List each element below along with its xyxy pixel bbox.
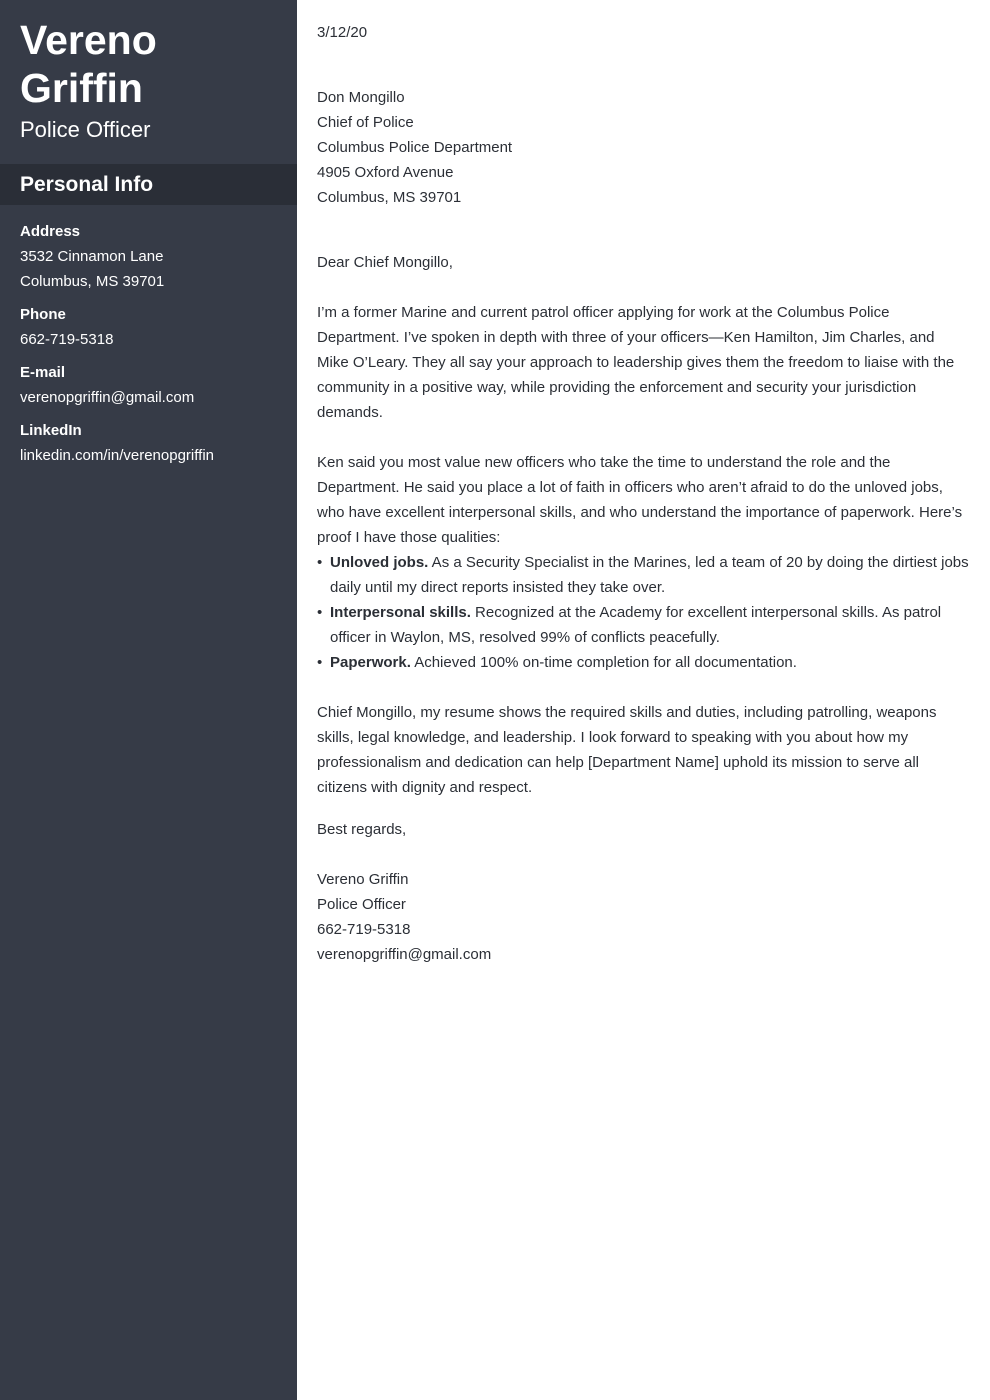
phone-value: 662-719-5318 — [20, 331, 114, 348]
recipient-block — [317, 85, 970, 210]
email-label: E-mail — [20, 364, 66, 381]
list-item — [317, 600, 970, 650]
list-item-title: Paperwork. — [330, 654, 411, 671]
recipient-name: Don Mongillo — [317, 89, 405, 106]
qualities-list — [317, 550, 970, 675]
email-block — [20, 360, 277, 410]
recipient-title: Chief of Police — [317, 114, 414, 131]
list-item-title: Interpersonal skills. — [330, 604, 471, 621]
paragraph-1: I’m a former Marine and current patrol officer applying for work at the Columbus Police Department. I’ve spoken in depth with three of your officers—Ken Hamilton, Jim Charles, and Mike O’Leary. They all say your approach to leadership gives them the freedom to liaise with the community in a positive way, while providing the enforcement and security your jurisdiction demands. — [317, 304, 955, 421]
letter-body — [297, 0, 990, 1400]
email-value: verenopgriffin@gmail.com — [20, 389, 195, 406]
applicant-title: Police Officer — [20, 117, 151, 142]
list-item — [317, 550, 970, 600]
phone-block — [20, 302, 277, 352]
signature-name: Vereno Griffin — [317, 871, 409, 888]
paragraph-2: Ken said you most value new officers who take the time to understand the role and the Department. He said you place a lot of faith in officers who aren’t afraid to do the unloved jobs, who have excellent interpersonal skills, and who understand the importance of paperwork. Here’s proof I have those qualities: — [317, 454, 963, 546]
signature-phone: 662-719-5318 — [317, 921, 411, 938]
applicant-last-name: Griffin — [20, 65, 143, 111]
list-item-text: Recognized at the Academy for excellent interpersonal skills. As patrol officer in Waylon, MS, resolved 99% of conflicts peacefully. — [330, 604, 942, 646]
paragraph-3: Chief Mongillo, my resume shows the required skills and duties, including patrolling, weapons skills, legal knowledge, and leadership. I look forward to speaking with you about how my professionalism and dedication can help [Department Name] uphold its mission to serve all citizens with dignity and respect. — [317, 704, 937, 796]
phone-label: Phone — [20, 306, 66, 323]
address-block — [20, 219, 277, 294]
signature-block — [317, 867, 970, 967]
recipient-city: Columbus, MS 39701 — [317, 189, 462, 206]
linkedin-label: LinkedIn — [20, 422, 82, 439]
linkedin-block — [20, 418, 277, 468]
applicant-name — [20, 16, 277, 112]
greeting: Dear Chief Mongillo, — [317, 254, 453, 271]
sidebar-header — [0, 0, 297, 144]
address-line-2: Columbus, MS 39701 — [20, 273, 165, 290]
recipient-organization: Columbus Police Department — [317, 139, 513, 156]
list-item — [317, 650, 970, 675]
address-line-1: 3532 Cinnamon Lane — [20, 248, 164, 265]
linkedin-value: linkedin.com/in/verenopgriffin — [20, 447, 214, 464]
signature-email: verenopgriffin@gmail.com — [317, 946, 492, 963]
list-item-title: Unloved jobs. — [330, 554, 429, 571]
list-item-text: Achieved 100% on-time completion for all documentation. — [410, 654, 797, 671]
sidebar — [0, 0, 297, 1400]
applicant-first-name: Vereno — [20, 17, 157, 63]
recipient-street: 4905 Oxford Avenue — [317, 164, 454, 181]
signature-title: Police Officer — [317, 896, 406, 913]
closing: Best regards, — [317, 821, 407, 838]
personal-info-heading: Personal Info — [0, 164, 297, 205]
personal-info — [0, 205, 297, 468]
address-label: Address — [20, 223, 81, 240]
list-item-text: As a Security Specialist in the Marines, led a team of 20 by doing the dirtiest jobs daily until my direct reports insisted they take over. — [330, 554, 969, 596]
letter-date: 3/12/20 — [317, 24, 368, 41]
